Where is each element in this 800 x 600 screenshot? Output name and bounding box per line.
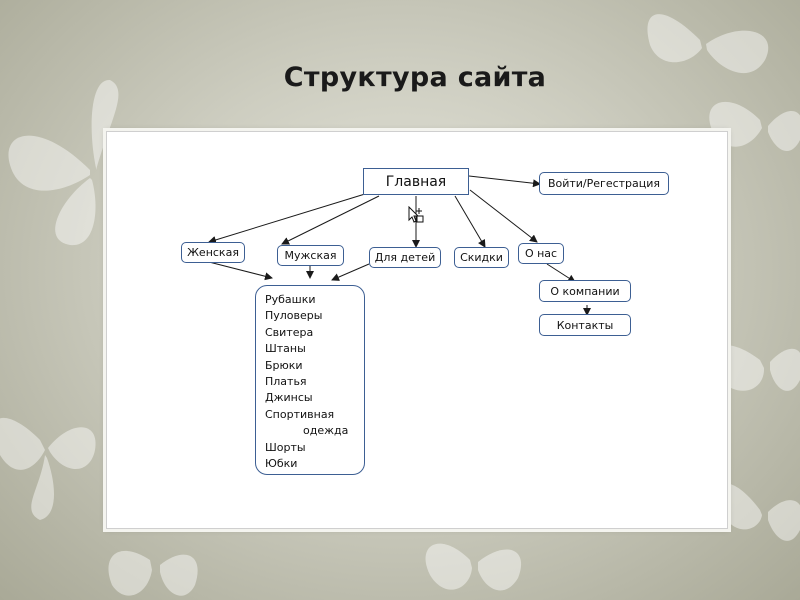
- arrow-womens-to-list: [209, 262, 272, 278]
- mouse-cursor-icon: [408, 206, 426, 226]
- list-item: Джинсы: [265, 391, 313, 405]
- list-item: Шорты: [265, 440, 306, 454]
- node-category-list: [255, 285, 365, 475]
- node-section-about: О нас: [518, 243, 564, 264]
- list-item: Штаны: [265, 342, 306, 356]
- node-section-sale: Скидки: [454, 247, 509, 268]
- node-section-womens: Женская: [181, 242, 245, 263]
- list-item: Юбки: [265, 457, 298, 471]
- list-item: Спортивная: [265, 407, 335, 421]
- arrow-kids-to-list: [332, 264, 369, 280]
- list-item: Брюки: [265, 358, 303, 372]
- list-item: Платья: [265, 375, 307, 389]
- list-item: Рубашки: [265, 293, 316, 306]
- node-about-company: О компании: [539, 280, 631, 302]
- arrow-main-to-sale: [455, 196, 485, 247]
- arrow-main-to-womens: [209, 194, 365, 242]
- list-item: Свитера: [265, 325, 314, 339]
- node-login: Войти/Регестрация: [539, 172, 669, 195]
- node-about-contacts: Контакты: [539, 314, 631, 336]
- arrow-main-to-login: [469, 176, 540, 184]
- slide-title: Структура сайта: [283, 62, 547, 93]
- list-item: Пуловеры: [265, 309, 323, 323]
- node-section-kids: Для детей: [369, 247, 441, 268]
- site-structure-diagram: [106, 131, 728, 529]
- arrow-main-to-mens: [282, 196, 379, 244]
- node-main: Главная: [363, 168, 469, 195]
- list-item: одежда: [303, 424, 349, 438]
- node-section-mens: Мужская: [277, 245, 344, 266]
- arrow-main-to-about: [470, 190, 537, 242]
